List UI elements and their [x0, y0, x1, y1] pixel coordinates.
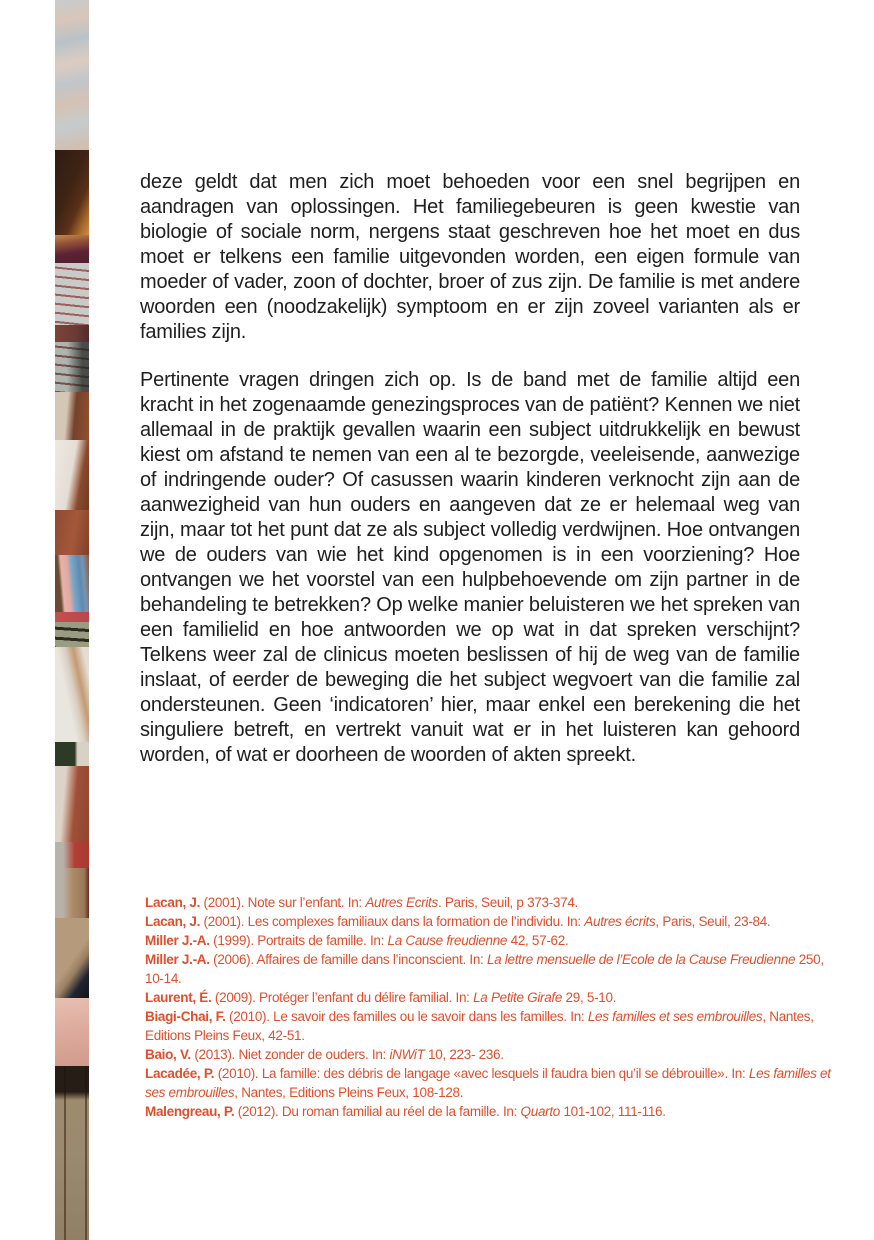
- photo-strip-segment: [55, 868, 89, 918]
- photo-strip-segment: [55, 998, 89, 1066]
- reference-segment: (2001). Les complexes familiaux dans la formation de l’individu. In:: [200, 914, 585, 929]
- photo-strip-segment: [55, 612, 89, 622]
- photo-strip-segment: [55, 325, 89, 342]
- reference-segment: La Petite Girafe: [473, 990, 563, 1005]
- reference-segment: Laurent, É.: [145, 990, 212, 1005]
- reference-segment: Quarto: [520, 1104, 561, 1119]
- photo-strip-segment: [55, 842, 89, 868]
- reference-segment: Autres Ecrits: [365, 895, 438, 910]
- reference-segment: (2012). Du roman familial au réel de la famille. In:: [234, 1104, 521, 1119]
- article-body: [140, 170, 800, 870]
- reference-item: [145, 912, 833, 931]
- reference-segment: 29, 5-10.: [562, 990, 617, 1005]
- reference-segment: (2009). Protéger l’enfant du délire familial. In:: [211, 990, 474, 1005]
- reference-segment: Autres écrits: [584, 914, 656, 929]
- photo-collage-strip: [55, 0, 89, 1240]
- reference-segment: Miller J.-A.: [145, 933, 210, 948]
- photo-strip-segment: [55, 742, 89, 766]
- reference-segment: , Paris, Seuil, 23-84.: [655, 914, 771, 929]
- reference-segment: (2013). Niet zonder de ouders. In:: [190, 1047, 390, 1062]
- photo-strip-segment: [55, 510, 89, 555]
- reference-segment: (2001). Note sur l’enfant. In:: [200, 895, 366, 910]
- photo-strip-segment: [55, 0, 89, 150]
- reference-segment: 10, 223- 236.: [424, 1047, 504, 1062]
- reference-segment: iNWiT: [389, 1047, 425, 1062]
- reference-segment: , Nantes, Editions Pleins Feux, 42-51.: [145, 1009, 814, 1043]
- reference-segment: Lacan, J.: [145, 914, 201, 929]
- reference-segment: Biagi-Chai, F.: [145, 1009, 226, 1024]
- reference-segment: Les familles et ses embrouilles: [587, 1009, 763, 1024]
- reference-segment: La lettre mensuelle de l’Ecole de la Cause Freudienne: [486, 952, 796, 967]
- reference-item: [145, 1045, 833, 1064]
- photo-strip-segment: [55, 766, 89, 842]
- photo-strip-segment: [55, 622, 89, 647]
- reference-segment: 42, 57-62.: [507, 933, 569, 948]
- reference-segment: (2010). La famille: des débris de langage «avec lesquels il faudra bien qu’il se débrouille». In:: [214, 1066, 749, 1081]
- reference-item: [145, 988, 833, 1007]
- photo-strip-segment: [55, 342, 89, 392]
- reference-segment: . Paris, Seuil, p 373-374.: [437, 895, 578, 910]
- reference-segment: 101-102, 111-116.: [560, 1104, 666, 1119]
- reference-item: [145, 1064, 833, 1102]
- photo-strip-segment: [55, 150, 89, 235]
- photo-strip-segment: [55, 263, 89, 325]
- photo-strip-segment: [55, 440, 89, 510]
- reference-item: [145, 893, 833, 912]
- reference-segment: Malengreau, P.: [145, 1104, 235, 1119]
- reference-segment: Lacan, J.: [145, 895, 201, 910]
- reference-segment: (2010). Le savoir des familles ou le savoir dans les familles. In:: [225, 1009, 588, 1024]
- photo-strip-segment: [55, 647, 89, 742]
- reference-segment: , Nantes, Editions Pleins Feux, 108-128.: [234, 1085, 464, 1100]
- reference-segment: Miller J.-A.: [145, 952, 210, 967]
- photo-strip-segment: [55, 235, 89, 263]
- reference-segment: Lacadée, P.: [145, 1066, 215, 1081]
- reference-segment: Baio, V.: [145, 1047, 191, 1062]
- photo-strip-segment: [55, 918, 89, 998]
- reference-item: [145, 1007, 833, 1045]
- photo-strip-segment: [55, 555, 89, 612]
- reference-list: [145, 893, 833, 1121]
- reference-item: [145, 950, 833, 988]
- reference-segment: 250, 10-14.: [145, 952, 824, 986]
- reference-item: [145, 931, 833, 950]
- photo-strip-segment: [55, 392, 89, 440]
- reference-segment: La Cause freudienne: [387, 933, 508, 948]
- reference-segment: (2006). Affaires de famille dans l’inconscient. In:: [209, 952, 487, 967]
- body-paragraph: Pertinente vragen dringen zich op. Is de band met de familie altijd een kracht in het zogenaamde genezingsproces van de patiënt? Kennen we niet allemaal in de praktijk gevallen waarin een subject uitdrukkelijk en bewust kiest om afstand te nemen van een al te bezorgde, veeleisende, aanwezige of indringende ouder? Of casussen waarin kinderen verknocht zijn aan de aanwezigheid van hun ouders en aangeven dat ze er helemaal weg van zijn, maar tot het punt dat ze als subject volledig verdwijnen. Hoe ontvangen we de ouders van wie het kind opgenomen is in een voorziening? Hoe ontvangen we het voorstel van een hulpbehoevende om zijn partner in de behandeling te betrekken? Op welke manier beluisteren we het spreken van een familielid en hoe antwoorden we op wat in dat spreken verschijnt? Telkens weer zal de clinicus moeten beslissen of hij de weg van de familie inslaat, of eerder de beweging die het subject wegvoert van die familie zal ondersteunen. Geen ‘indicatoren’ hier, maar enkel een berekening die het singuliere betreft, en vertrekt vanuit wat er in het luisteren kan gehoord worden, of wat er doorheen de woorden of akten spreekt.: [140, 369, 800, 766]
- reference-segment: Les familles et ses embrouilles: [145, 1066, 831, 1100]
- reference-item: [145, 1102, 833, 1121]
- photo-strip-segment: [55, 1066, 89, 1240]
- body-paragraph: deze geldt dat men zich moet behoeden voor een snel begrijpen en aandragen van oplossingen. Het familiegebeuren is geen kwestie van biologie of sociale norm, nergens staat geschreven hoe het moet en dus moet er telkens een familie uitgevonden worden, een eigen formule van moeder of vader, zoon of dochter, broer of zus zijn. De familie is met andere woorden een (noodzakelijk) symptoom en er zijn zoveel varianten als er families zijn.: [140, 171, 800, 343]
- reference-segment: (1999). Portraits de famille. In:: [209, 933, 388, 948]
